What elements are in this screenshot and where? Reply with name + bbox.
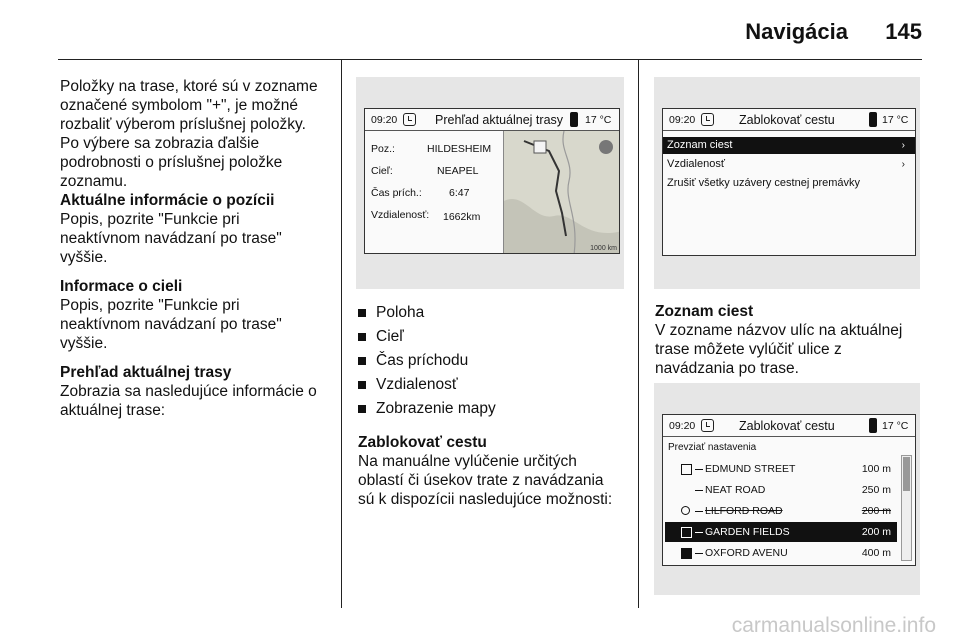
body-line: vyššie. (60, 335, 108, 352)
expand-icon (681, 527, 692, 538)
display-road-list (662, 414, 916, 566)
display-title: Zablokovať cestu (739, 113, 835, 127)
info-value: NEAPEL (437, 165, 479, 177)
table-row[interactable]: NEAT ROAD 250 m (665, 480, 897, 500)
chevron-right-icon: › (901, 159, 905, 170)
table-row[interactable]: EDMUND STREET 100 m (665, 459, 897, 479)
temperature: 17 °C (585, 114, 612, 126)
header-divider (58, 59, 922, 60)
display-title: Zablokovať cestu (739, 419, 835, 433)
section-heading: Prehľad aktuálnej trasy (60, 364, 232, 381)
section-heading: Informace o cieli (60, 278, 183, 295)
list-item: Čas príchodu (358, 349, 628, 373)
clock-time: 09:20 (669, 114, 696, 126)
thermometer-icon (869, 418, 877, 433)
blocked-icon (681, 506, 690, 515)
column-3-text (655, 302, 925, 378)
intro-line: zoznamu. (60, 173, 128, 190)
body-line: aktuálnej trase: (60, 402, 166, 419)
section-heading: Zablokovať cestu (358, 434, 487, 451)
temperature: 17 °C (882, 114, 909, 126)
intro-line: podrobnosti o príslušnej položke (60, 154, 283, 171)
info-value: 1662km (443, 211, 481, 223)
clock-icon (701, 113, 714, 126)
thermometer-icon (869, 112, 877, 127)
info-label: Čas prích.: (371, 187, 422, 199)
thermometer-icon (570, 112, 578, 127)
map-scale: 1000 km (590, 245, 617, 252)
display-status-bar (365, 109, 619, 131)
intro-line: rozbaliť výberom príslušnej položky. (60, 116, 306, 133)
route-info-list (358, 301, 628, 421)
display-status-bar (663, 415, 915, 437)
display-block-road (662, 108, 916, 256)
body-line: Zobrazia sa nasledujúce informácie o (60, 383, 317, 400)
intro-line: Po výbere sa zobrazia ďalšie (60, 135, 260, 152)
column-divider-1 (341, 60, 342, 608)
info-label: Cieľ: (371, 165, 393, 177)
body-line: trase môžete vylúčiť ulice z (655, 341, 842, 358)
body-line: oblastí či úsekov trate z navádzania (358, 472, 604, 489)
body-line: vyššie. (60, 249, 108, 266)
body-line: neaktívnom navádzaní po trase" (60, 230, 282, 247)
column-1 (60, 77, 330, 420)
body-line: sú k dispozícii nasledujúce možnosti: (358, 491, 613, 508)
display-status-bar (663, 109, 915, 131)
scrollbar-thumb[interactable] (903, 457, 910, 491)
list-item: Zobrazenie mapy (358, 397, 628, 421)
body-line: Popis, pozrite "Funkcie pri (60, 297, 240, 314)
screen-figure-route-overview (356, 77, 624, 289)
menu-item-road-list[interactable]: Zoznam ciest › (663, 137, 915, 154)
menu-item-distance[interactable]: Vzdialenosť › (663, 156, 915, 173)
display-title: Prehľad aktuálnej trasy (435, 113, 564, 127)
info-label: Vzdialenosť: (371, 209, 430, 221)
display-route-overview (364, 108, 620, 254)
route-map (503, 131, 620, 254)
clock-time: 09:20 (669, 420, 696, 432)
list-item: Vzdialenosť (358, 373, 628, 397)
list-item: Poloha (358, 301, 628, 325)
chevron-right-icon: › (901, 140, 905, 151)
info-value: 6:47 (449, 187, 470, 199)
clock-time: 09:20 (371, 114, 398, 126)
section-heading: Aktuálne informácie o pozícii (60, 192, 275, 209)
intro-line: označené symbolom "+", je možné (60, 97, 299, 114)
block-marker-icon (681, 464, 692, 475)
body-line: Popis, pozrite "Funkcie pri (60, 211, 240, 228)
body-line: V zozname názvov ulíc na aktuálnej (655, 322, 903, 339)
column-2-text (358, 301, 628, 509)
scrollbar[interactable] (901, 455, 912, 561)
clock-icon (403, 113, 416, 126)
page-header (0, 0, 960, 60)
chapter-title: Navigácia (745, 19, 848, 44)
body-line: neaktívnom navádzaní po trase" (60, 316, 282, 333)
clock-icon (701, 419, 714, 432)
table-row[interactable]: LILFORD ROAD 200 m (665, 501, 897, 521)
watermark: carmanualsonline.info (731, 614, 936, 637)
screen-figure-block-road (654, 77, 920, 289)
temperature: 17 °C (882, 420, 909, 432)
page-number: 145 (885, 19, 922, 44)
table-row[interactable]: GARDEN FIELDS 200 m (665, 522, 897, 542)
body-line: Na manuálne vylúčenie určitých (358, 453, 577, 470)
list-item: Cieľ (358, 325, 628, 349)
info-label: Poz.: (371, 143, 395, 155)
info-value: HILDESHEIM (427, 143, 492, 155)
map-graphic (504, 131, 620, 254)
menu-item-cancel-all[interactable]: Zrušiť všetky uzávery cestnej premávky (667, 177, 861, 189)
list-subtitle: Prevziať nastavenia (668, 442, 757, 453)
screen-figure-road-list (654, 383, 920, 595)
table-row[interactable]: OXFORD AVENU 400 m (665, 543, 897, 563)
body-line: navádzania po trase. (655, 360, 799, 377)
intro-line: Položky na trase, ktoré sú v zozname (60, 78, 318, 95)
junction-icon (681, 548, 692, 559)
column-divider-2 (638, 60, 639, 608)
section-heading: Zoznam ciest (655, 303, 754, 320)
